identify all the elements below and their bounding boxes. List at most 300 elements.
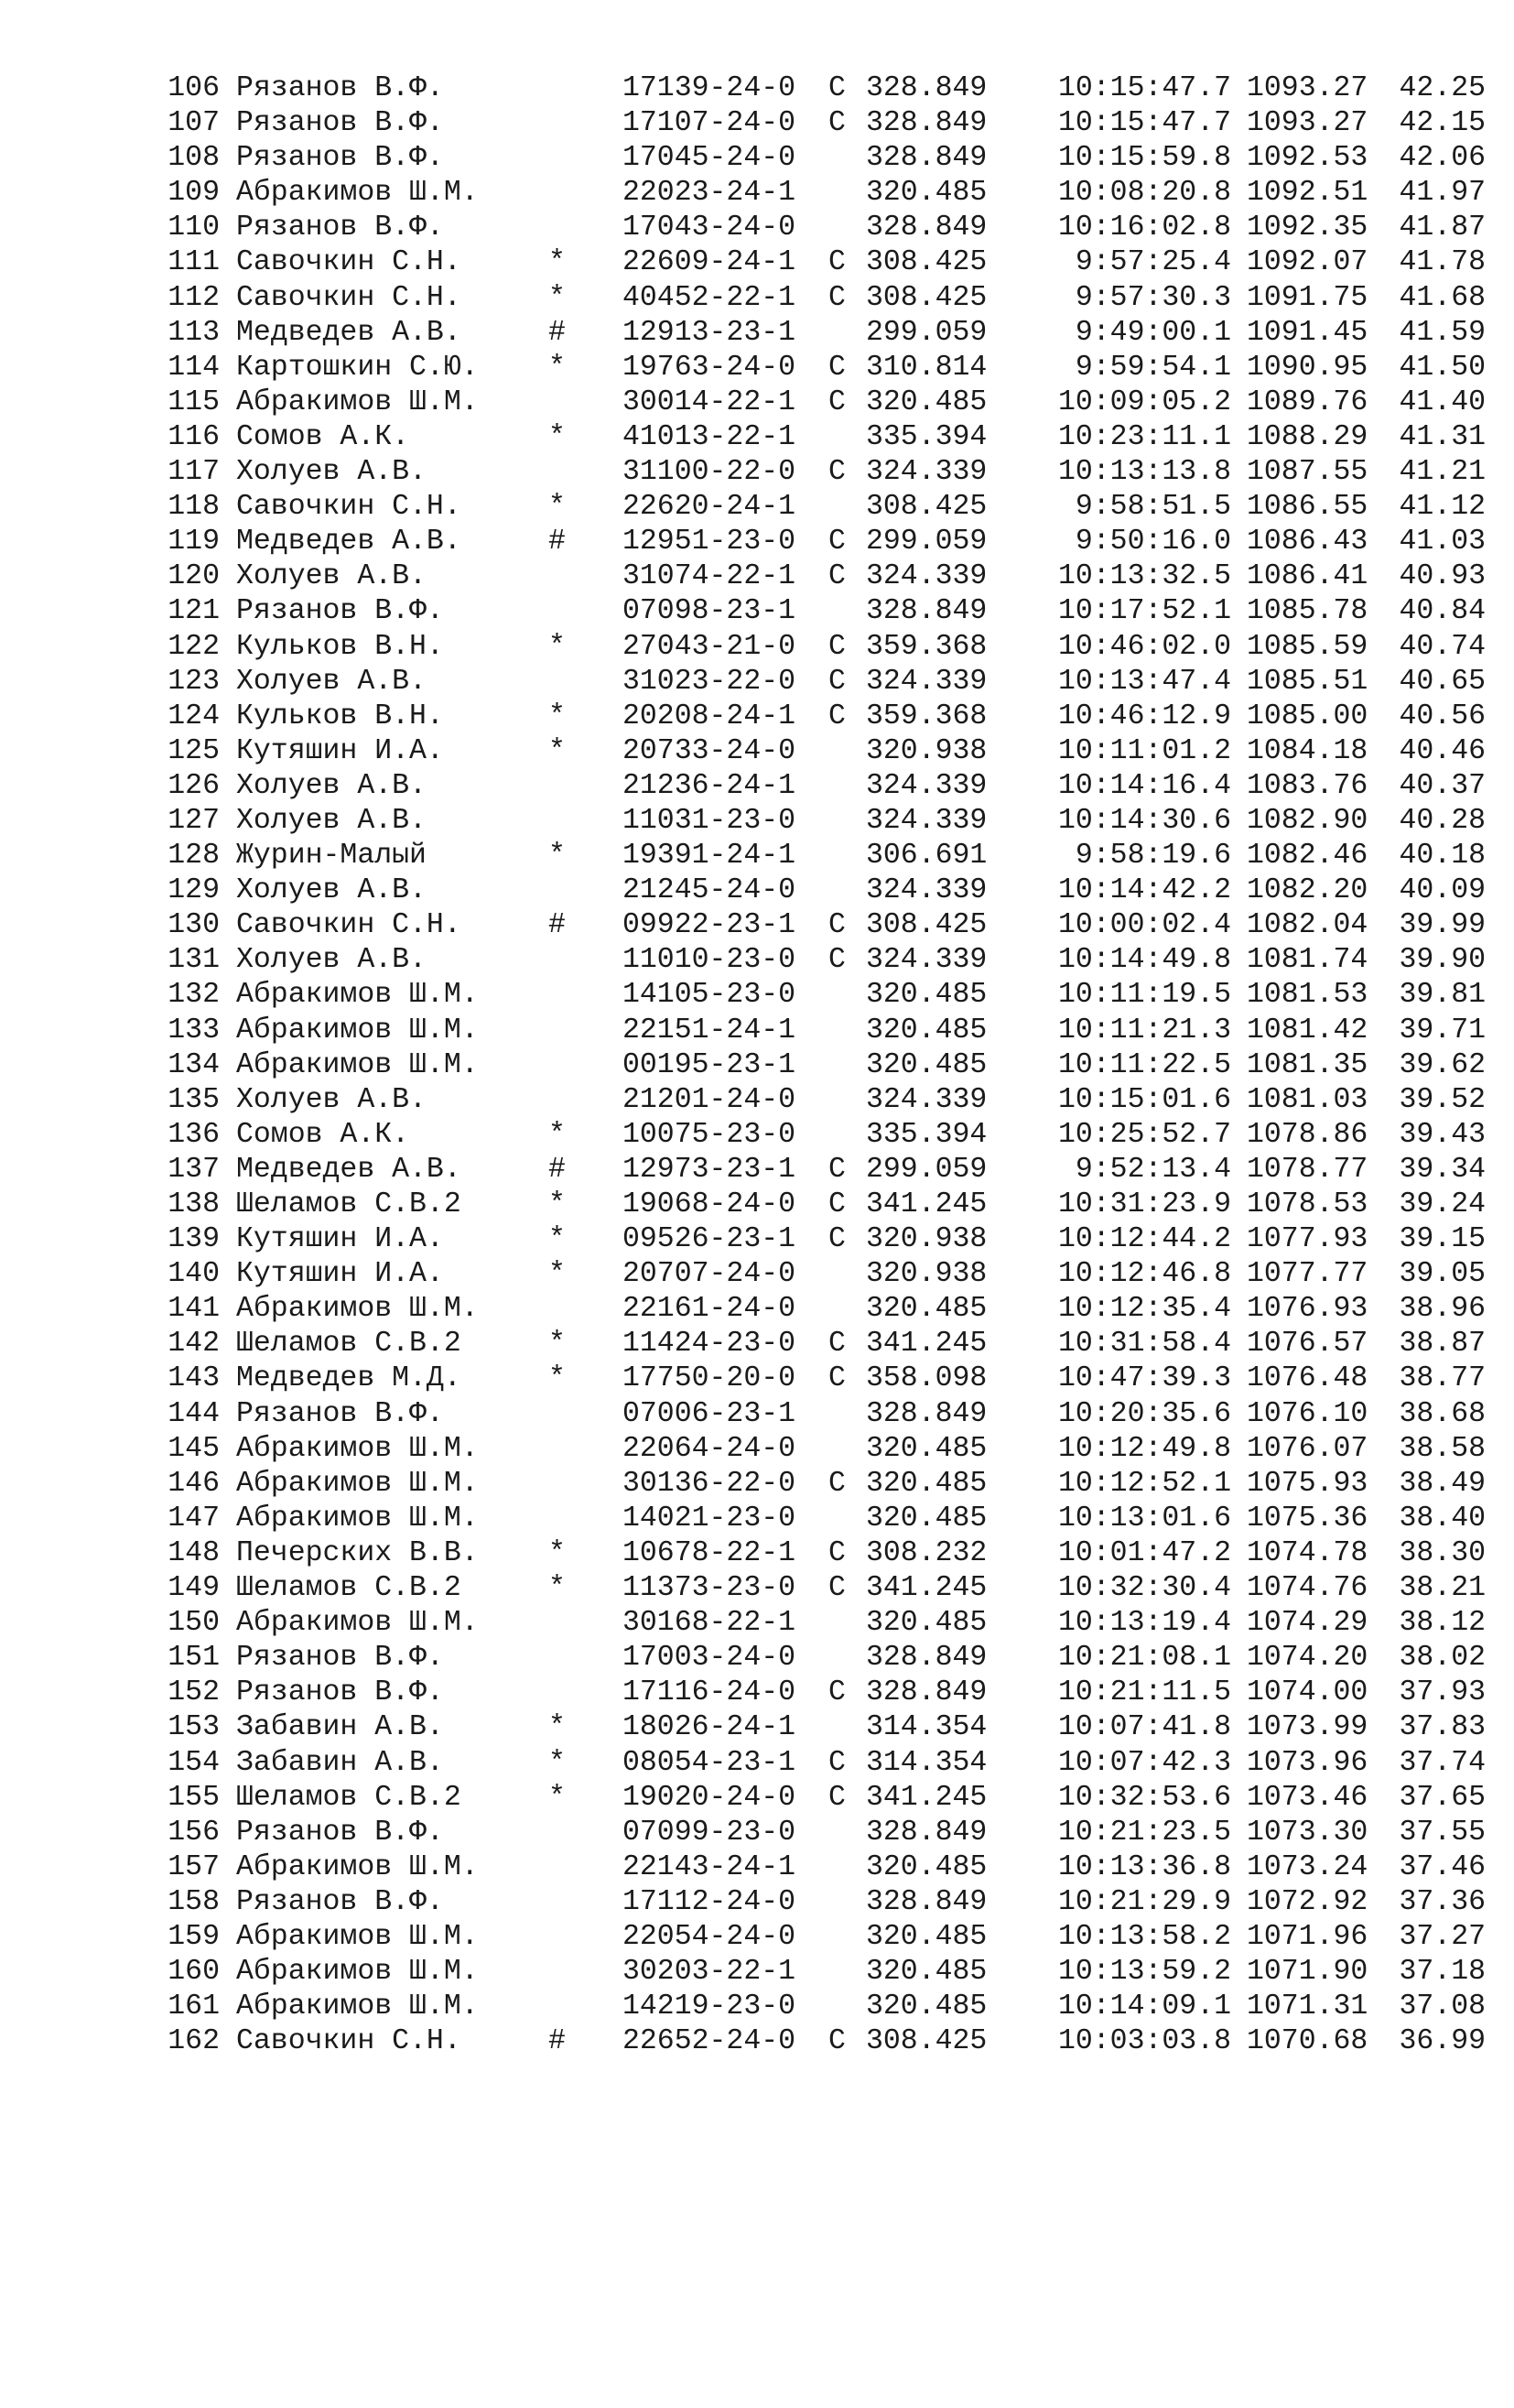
flag-cell: C <box>828 246 846 279</box>
fancier-name-cell: Шеламов С.В.2 <box>236 1328 461 1361</box>
results-table <box>163 71 1486 2059</box>
distance-cell: 320.485 <box>866 1920 988 1953</box>
arrival-time-cell: 10:17:52.1 <box>1057 595 1231 628</box>
fancier-name-cell: Холуев А.В. <box>236 769 427 802</box>
coefficient-cell: 42.15 <box>1399 107 1486 140</box>
arrival-time-cell: 10:14:16.4 <box>1057 769 1231 802</box>
fancier-name-cell: Рязанов В.Ф. <box>236 107 444 140</box>
place-cell: 128 <box>168 840 220 873</box>
speed-cell: 1091.75 <box>1247 281 1368 314</box>
distance-cell: 308.425 <box>866 246 988 279</box>
distance-cell: 328.849 <box>866 1642 988 1675</box>
coefficient-cell: 38.87 <box>1399 1328 1486 1361</box>
fancier-name-cell: Абракимов Ш.М. <box>236 1502 479 1535</box>
ring-number-cell: 22064-24-0 <box>622 1432 796 1465</box>
fancier-name-cell: Рязанов В.Ф. <box>236 1676 444 1709</box>
ring-number-cell: 21245-24-0 <box>622 874 796 907</box>
coefficient-cell: 41.03 <box>1399 526 1486 559</box>
coefficient-cell: 41.97 <box>1399 177 1486 210</box>
distance-cell: 308.232 <box>866 1536 988 1569</box>
ring-number-cell: 30203-22-1 <box>622 1956 796 1989</box>
arrival-time-cell: 10:46:12.9 <box>1057 700 1231 732</box>
fancier-name-cell: Абракимов Ш.М. <box>236 1432 479 1465</box>
mark-cell: * <box>548 700 566 732</box>
coefficient-cell: 38.49 <box>1399 1467 1486 1500</box>
mark-cell: * <box>548 491 566 524</box>
arrival-time-cell: 10:13:59.2 <box>1057 1956 1231 1989</box>
ring-number-cell: 19763-24-0 <box>622 351 796 384</box>
distance-cell: 299.059 <box>866 1153 988 1186</box>
arrival-time-cell: 10:07:42.3 <box>1057 1746 1231 1779</box>
speed-cell: 1090.95 <box>1247 351 1368 384</box>
distance-cell: 358.098 <box>866 1362 988 1395</box>
fancier-name-cell: Кутяшин И.А. <box>236 734 444 767</box>
place-cell: 152 <box>168 1676 220 1709</box>
place-cell: 139 <box>168 1223 220 1256</box>
speed-cell: 1074.20 <box>1247 1642 1368 1675</box>
arrival-time-cell: 10:21:08.1 <box>1057 1642 1231 1675</box>
distance-cell: 324.339 <box>866 560 988 593</box>
distance-cell: 359.368 <box>866 700 988 732</box>
distance-cell: 324.339 <box>866 804 988 837</box>
table-row <box>163 734 1486 769</box>
flag-cell: C <box>828 1362 846 1395</box>
fancier-name-cell: Кутяшин И.А. <box>236 1258 444 1291</box>
table-row <box>163 71 1486 106</box>
speed-cell: 1074.00 <box>1247 1676 1368 1709</box>
distance-cell: 308.425 <box>866 2025 988 2058</box>
table-row <box>163 559 1486 594</box>
arrival-time-cell: 9:57:30.3 <box>1075 281 1231 314</box>
fancier-name-cell: Шеламов С.В.2 <box>236 1781 461 1814</box>
coefficient-cell: 41.21 <box>1399 456 1486 489</box>
distance-cell: 310.814 <box>866 351 988 384</box>
coefficient-cell: 38.21 <box>1399 1572 1486 1605</box>
coefficient-cell: 40.56 <box>1399 700 1486 732</box>
arrival-time-cell: 10:15:59.8 <box>1057 142 1231 175</box>
speed-cell: 1081.03 <box>1247 1083 1368 1116</box>
ring-number-cell: 17750-20-0 <box>622 1362 796 1395</box>
speed-cell: 1076.93 <box>1247 1293 1368 1326</box>
distance-cell: 320.485 <box>866 1990 988 2023</box>
arrival-time-cell: 10:09:05.2 <box>1057 385 1231 418</box>
arrival-time-cell: 10:14:30.6 <box>1057 804 1231 837</box>
speed-cell: 1075.93 <box>1247 1467 1368 1500</box>
coefficient-cell: 39.05 <box>1399 1258 1486 1291</box>
table-row <box>163 1885 1486 1920</box>
table-row <box>163 1083 1486 1118</box>
speed-cell: 1070.68 <box>1247 2025 1368 2058</box>
coefficient-cell: 39.62 <box>1399 1048 1486 1081</box>
ring-number-cell: 17003-24-0 <box>622 1642 796 1675</box>
ring-number-cell: 18026-24-1 <box>622 1711 796 1744</box>
fancier-name-cell: Медведев А.В. <box>236 316 461 349</box>
place-cell: 119 <box>168 526 220 559</box>
ring-number-cell: 11424-23-0 <box>622 1328 796 1361</box>
table-row <box>163 211 1486 245</box>
speed-cell: 1073.96 <box>1247 1746 1368 1779</box>
distance-cell: 328.849 <box>866 595 988 628</box>
place-cell: 125 <box>168 734 220 767</box>
coefficient-cell: 42.25 <box>1399 72 1486 104</box>
flag-cell: C <box>828 385 846 418</box>
flag-cell: C <box>828 72 846 104</box>
place-cell: 140 <box>168 1258 220 1291</box>
table-row <box>163 839 1486 873</box>
place-cell: 114 <box>168 351 220 384</box>
place-cell: 154 <box>168 1746 220 1779</box>
flag-cell: C <box>828 1153 846 1186</box>
speed-cell: 1073.24 <box>1247 1850 1368 1883</box>
distance-cell: 341.245 <box>866 1572 988 1605</box>
table-row <box>163 2024 1486 2059</box>
mark-cell: * <box>548 1118 566 1151</box>
distance-cell: 328.849 <box>866 1816 988 1849</box>
distance-cell: 335.394 <box>866 420 988 453</box>
coefficient-cell: 37.36 <box>1399 1885 1486 1918</box>
ring-number-cell: 22151-24-1 <box>622 1014 796 1047</box>
speed-cell: 1085.59 <box>1247 630 1368 663</box>
table-row <box>163 1257 1486 1292</box>
distance-cell: 314.354 <box>866 1711 988 1744</box>
distance-cell: 341.245 <box>866 1188 988 1220</box>
table-row <box>163 594 1486 629</box>
fancier-name-cell: Кутяшин И.А. <box>236 1223 444 1256</box>
coefficient-cell: 37.18 <box>1399 1956 1486 1989</box>
arrival-time-cell: 9:50:16.0 <box>1075 526 1231 559</box>
coefficient-cell: 39.52 <box>1399 1083 1486 1116</box>
speed-cell: 1081.74 <box>1247 944 1368 977</box>
ring-number-cell: 20208-24-1 <box>622 700 796 732</box>
fancier-name-cell: Рязанов В.Ф. <box>236 142 444 175</box>
flag-cell: C <box>828 351 846 384</box>
table-row <box>163 281 1486 316</box>
distance-cell: 324.339 <box>866 456 988 489</box>
place-cell: 106 <box>168 72 220 104</box>
table-row <box>163 908 1486 943</box>
place-cell: 158 <box>168 1885 220 1918</box>
distance-cell: 320.485 <box>866 1467 988 1500</box>
place-cell: 129 <box>168 874 220 907</box>
table-row <box>163 1536 1486 1571</box>
place-cell: 133 <box>168 1014 220 1047</box>
distance-cell: 299.059 <box>866 316 988 349</box>
place-cell: 110 <box>168 212 220 244</box>
fancier-name-cell: Сомов А.К. <box>236 1118 410 1151</box>
speed-cell: 1082.04 <box>1247 909 1368 942</box>
place-cell: 143 <box>168 1362 220 1395</box>
arrival-time-cell: 10:15:47.7 <box>1057 72 1231 104</box>
fancier-name-cell: Забавин А.В. <box>236 1711 444 1744</box>
ring-number-cell: 21201-24-0 <box>622 1083 796 1116</box>
ring-number-cell: 17139-24-0 <box>622 72 796 104</box>
table-row <box>163 1990 1486 2024</box>
table-row <box>163 1850 1486 1885</box>
speed-cell: 1074.76 <box>1247 1572 1368 1605</box>
fancier-name-cell: Медведев М.Д. <box>236 1362 461 1395</box>
speed-cell: 1092.53 <box>1247 142 1368 175</box>
speed-cell: 1073.99 <box>1247 1711 1368 1744</box>
place-cell: 145 <box>168 1432 220 1465</box>
arrival-time-cell: 10:21:23.5 <box>1057 1816 1231 1849</box>
flag-cell: C <box>828 281 846 314</box>
arrival-time-cell: 10:20:35.6 <box>1057 1397 1231 1430</box>
arrival-time-cell: 10:31:58.4 <box>1057 1328 1231 1361</box>
coefficient-cell: 40.93 <box>1399 560 1486 593</box>
coefficient-cell: 41.31 <box>1399 420 1486 453</box>
arrival-time-cell: 10:13:47.4 <box>1057 665 1231 698</box>
flag-cell: C <box>828 1536 846 1569</box>
flag-cell: C <box>828 560 846 593</box>
coefficient-cell: 39.24 <box>1399 1188 1486 1220</box>
ring-number-cell: 22054-24-0 <box>622 1920 796 1953</box>
ring-number-cell: 22609-24-1 <box>622 246 796 279</box>
speed-cell: 1076.07 <box>1247 1432 1368 1465</box>
table-row <box>163 1816 1486 1850</box>
ring-number-cell: 14219-23-0 <box>622 1990 796 2023</box>
distance-cell: 324.339 <box>866 1083 988 1116</box>
table-row <box>163 1292 1486 1327</box>
ring-number-cell: 22161-24-0 <box>622 1293 796 1326</box>
arrival-time-cell: 10:13:19.4 <box>1057 1607 1231 1640</box>
flag-cell: C <box>828 1188 846 1220</box>
ring-number-cell: 07006-23-1 <box>622 1397 796 1430</box>
fancier-name-cell: Кульков В.Н. <box>236 700 444 732</box>
speed-cell: 1076.48 <box>1247 1362 1368 1395</box>
ring-number-cell: 14021-23-0 <box>622 1502 796 1535</box>
arrival-time-cell: 10:13:13.8 <box>1057 456 1231 489</box>
speed-cell: 1078.86 <box>1247 1118 1368 1151</box>
fancier-name-cell: Рязанов В.Ф. <box>236 595 444 628</box>
coefficient-cell: 37.93 <box>1399 1676 1486 1709</box>
coefficient-cell: 39.34 <box>1399 1153 1486 1186</box>
table-row <box>163 1188 1486 1222</box>
mark-cell: # <box>548 1153 566 1186</box>
distance-cell: 299.059 <box>866 526 988 559</box>
arrival-time-cell: 10:11:19.5 <box>1057 979 1231 1012</box>
speed-cell: 1084.18 <box>1247 734 1368 767</box>
ring-number-cell: 21236-24-1 <box>622 769 796 802</box>
fancier-name-cell: Абракимов Ш.М. <box>236 979 479 1012</box>
arrival-time-cell: 10:00:02.4 <box>1057 909 1231 942</box>
arrival-time-cell: 10:13:01.6 <box>1057 1502 1231 1535</box>
place-cell: 136 <box>168 1118 220 1151</box>
arrival-time-cell: 10:32:30.4 <box>1057 1572 1231 1605</box>
ring-number-cell: 07098-23-1 <box>622 595 796 628</box>
distance-cell: 324.339 <box>866 665 988 698</box>
coefficient-cell: 37.65 <box>1399 1781 1486 1814</box>
speed-cell: 1088.29 <box>1247 420 1368 453</box>
fancier-name-cell: Забавин А.В. <box>236 1746 444 1779</box>
arrival-time-cell: 10:01:47.2 <box>1057 1536 1231 1569</box>
coefficient-cell: 38.12 <box>1399 1607 1486 1640</box>
table-row <box>163 804 1486 839</box>
fancier-name-cell: Шеламов С.В.2 <box>236 1572 461 1605</box>
table-row <box>163 1397 1486 1432</box>
coefficient-cell: 38.68 <box>1399 1397 1486 1430</box>
place-cell: 160 <box>168 1956 220 1989</box>
ring-number-cell: 31074-22-1 <box>622 560 796 593</box>
arrival-time-cell: 9:52:13.4 <box>1075 1153 1231 1186</box>
ring-number-cell: 27043-21-0 <box>622 630 796 663</box>
arrival-time-cell: 10:12:35.4 <box>1057 1293 1231 1326</box>
coefficient-cell: 40.09 <box>1399 874 1486 907</box>
arrival-time-cell: 10:14:09.1 <box>1057 1990 1231 2023</box>
fancier-name-cell: Савочкин С.Н. <box>236 246 461 279</box>
fancier-name-cell: Савочкин С.Н. <box>236 281 461 314</box>
mark-cell: * <box>548 1746 566 1779</box>
arrival-time-cell: 9:57:25.4 <box>1075 246 1231 279</box>
distance-cell: 341.245 <box>866 1328 988 1361</box>
coefficient-cell: 37.27 <box>1399 1920 1486 1953</box>
fancier-name-cell: Холуев А.В. <box>236 456 427 489</box>
mark-cell: * <box>548 1362 566 1395</box>
distance-cell: 328.849 <box>866 212 988 244</box>
distance-cell: 359.368 <box>866 630 988 663</box>
coefficient-cell: 38.30 <box>1399 1536 1486 1569</box>
ring-number-cell: 41013-22-1 <box>622 420 796 453</box>
coefficient-cell: 41.78 <box>1399 246 1486 279</box>
table-row <box>163 1710 1486 1745</box>
arrival-time-cell: 10:14:42.2 <box>1057 874 1231 907</box>
ring-number-cell: 17116-24-0 <box>622 1676 796 1709</box>
place-cell: 120 <box>168 560 220 593</box>
table-row <box>163 316 1486 351</box>
ring-number-cell: 20733-24-0 <box>622 734 796 767</box>
coefficient-cell: 40.74 <box>1399 630 1486 663</box>
arrival-time-cell: 10:23:11.1 <box>1057 420 1231 453</box>
flag-cell: C <box>828 909 846 942</box>
arrival-time-cell: 10:14:49.8 <box>1057 944 1231 977</box>
mark-cell: * <box>548 840 566 873</box>
mark-cell: * <box>548 1711 566 1744</box>
ring-number-cell: 22143-24-1 <box>622 1850 796 1883</box>
flag-cell: C <box>828 1328 846 1361</box>
distance-cell: 328.849 <box>866 107 988 140</box>
speed-cell: 1075.36 <box>1247 1502 1368 1535</box>
speed-cell: 1071.31 <box>1247 1990 1368 2023</box>
ring-number-cell: 31023-22-0 <box>622 665 796 698</box>
arrival-time-cell: 10:13:36.8 <box>1057 1850 1231 1883</box>
coefficient-cell: 41.40 <box>1399 385 1486 418</box>
speed-cell: 1081.35 <box>1247 1048 1368 1081</box>
ring-number-cell: 19020-24-0 <box>622 1781 796 1814</box>
distance-cell: 308.425 <box>866 909 988 942</box>
place-cell: 159 <box>168 1920 220 1953</box>
distance-cell: 320.485 <box>866 1607 988 1640</box>
fancier-name-cell: Рязанов В.Ф. <box>236 212 444 244</box>
speed-cell: 1093.27 <box>1247 72 1368 104</box>
fancier-name-cell: Печерских В.В. <box>236 1536 479 1569</box>
speed-cell: 1074.78 <box>1247 1536 1368 1569</box>
arrival-time-cell: 10:31:23.9 <box>1057 1188 1231 1220</box>
fancier-name-cell: Савочкин С.Н. <box>236 491 461 524</box>
ring-number-cell: 11373-23-0 <box>622 1572 796 1605</box>
place-cell: 126 <box>168 769 220 802</box>
ring-number-cell: 17112-24-0 <box>622 1885 796 1918</box>
ring-number-cell: 31100-22-0 <box>622 456 796 489</box>
table-row <box>163 525 1486 559</box>
ring-number-cell: 30136-22-0 <box>622 1467 796 1500</box>
ring-number-cell: 22023-24-1 <box>622 177 796 210</box>
fancier-name-cell: Абракимов Ш.М. <box>236 1607 479 1640</box>
place-cell: 132 <box>168 979 220 1012</box>
ring-number-cell: 12973-23-1 <box>622 1153 796 1186</box>
table-row <box>163 700 1486 734</box>
ring-number-cell: 30168-22-1 <box>622 1607 796 1640</box>
speed-cell: 1073.46 <box>1247 1781 1368 1814</box>
mark-cell: * <box>548 1781 566 1814</box>
fancier-name-cell: Холуев А.В. <box>236 560 427 593</box>
mark-cell: * <box>548 351 566 384</box>
table-row <box>163 1676 1486 1710</box>
table-row <box>163 1955 1486 1990</box>
place-cell: 161 <box>168 1990 220 2023</box>
distance-cell: 320.485 <box>866 1014 988 1047</box>
table-row <box>163 455 1486 490</box>
fancier-name-cell: Рязанов В.Ф. <box>236 72 444 104</box>
table-row <box>163 1606 1486 1641</box>
table-row <box>163 630 1486 665</box>
arrival-time-cell: 10:11:22.5 <box>1057 1048 1231 1081</box>
table-row <box>163 1118 1486 1153</box>
mark-cell: # <box>548 526 566 559</box>
ring-number-cell: 12913-23-1 <box>622 316 796 349</box>
speed-cell: 1078.53 <box>1247 1188 1368 1220</box>
ring-number-cell: 17107-24-0 <box>622 107 796 140</box>
speed-cell: 1073.30 <box>1247 1816 1368 1849</box>
coefficient-cell: 37.08 <box>1399 1990 1486 2023</box>
mark-cell: * <box>548 630 566 663</box>
place-cell: 131 <box>168 944 220 977</box>
coefficient-cell: 42.06 <box>1399 142 1486 175</box>
mark-cell: * <box>548 420 566 453</box>
ring-number-cell: 19391-24-1 <box>622 840 796 873</box>
speed-cell: 1071.96 <box>1247 1920 1368 1953</box>
coefficient-cell: 40.65 <box>1399 665 1486 698</box>
mark-cell: * <box>548 1223 566 1256</box>
coefficient-cell: 38.77 <box>1399 1362 1486 1395</box>
table-row <box>163 385 1486 420</box>
place-cell: 141 <box>168 1293 220 1326</box>
coefficient-cell: 39.99 <box>1399 909 1486 942</box>
flag-cell: C <box>828 2025 846 2058</box>
speed-cell: 1082.20 <box>1247 874 1368 907</box>
place-cell: 151 <box>168 1642 220 1675</box>
fancier-name-cell: Абракимов Ш.М. <box>236 1048 479 1081</box>
ring-number-cell: 08054-23-1 <box>622 1746 796 1779</box>
fancier-name-cell: Абракимов Ш.М. <box>236 1920 479 1953</box>
ring-number-cell: 19068-24-0 <box>622 1188 796 1220</box>
ring-number-cell: 40452-22-1 <box>622 281 796 314</box>
speed-cell: 1087.55 <box>1247 456 1368 489</box>
coefficient-cell: 39.81 <box>1399 979 1486 1012</box>
speed-cell: 1091.45 <box>1247 316 1368 349</box>
distance-cell: 320.938 <box>866 1258 988 1291</box>
flag-cell: C <box>828 1676 846 1709</box>
flag-cell: C <box>828 630 846 663</box>
coefficient-cell: 39.90 <box>1399 944 1486 977</box>
table-row <box>163 490 1486 525</box>
coefficient-cell: 38.40 <box>1399 1502 1486 1535</box>
fancier-name-cell: Абракимов Ш.М. <box>236 1014 479 1047</box>
ring-number-cell: 17045-24-0 <box>622 142 796 175</box>
place-cell: 149 <box>168 1572 220 1605</box>
coefficient-cell: 40.28 <box>1399 804 1486 837</box>
table-row <box>163 1746 1486 1781</box>
distance-cell: 320.485 <box>866 177 988 210</box>
speed-cell: 1082.90 <box>1247 804 1368 837</box>
